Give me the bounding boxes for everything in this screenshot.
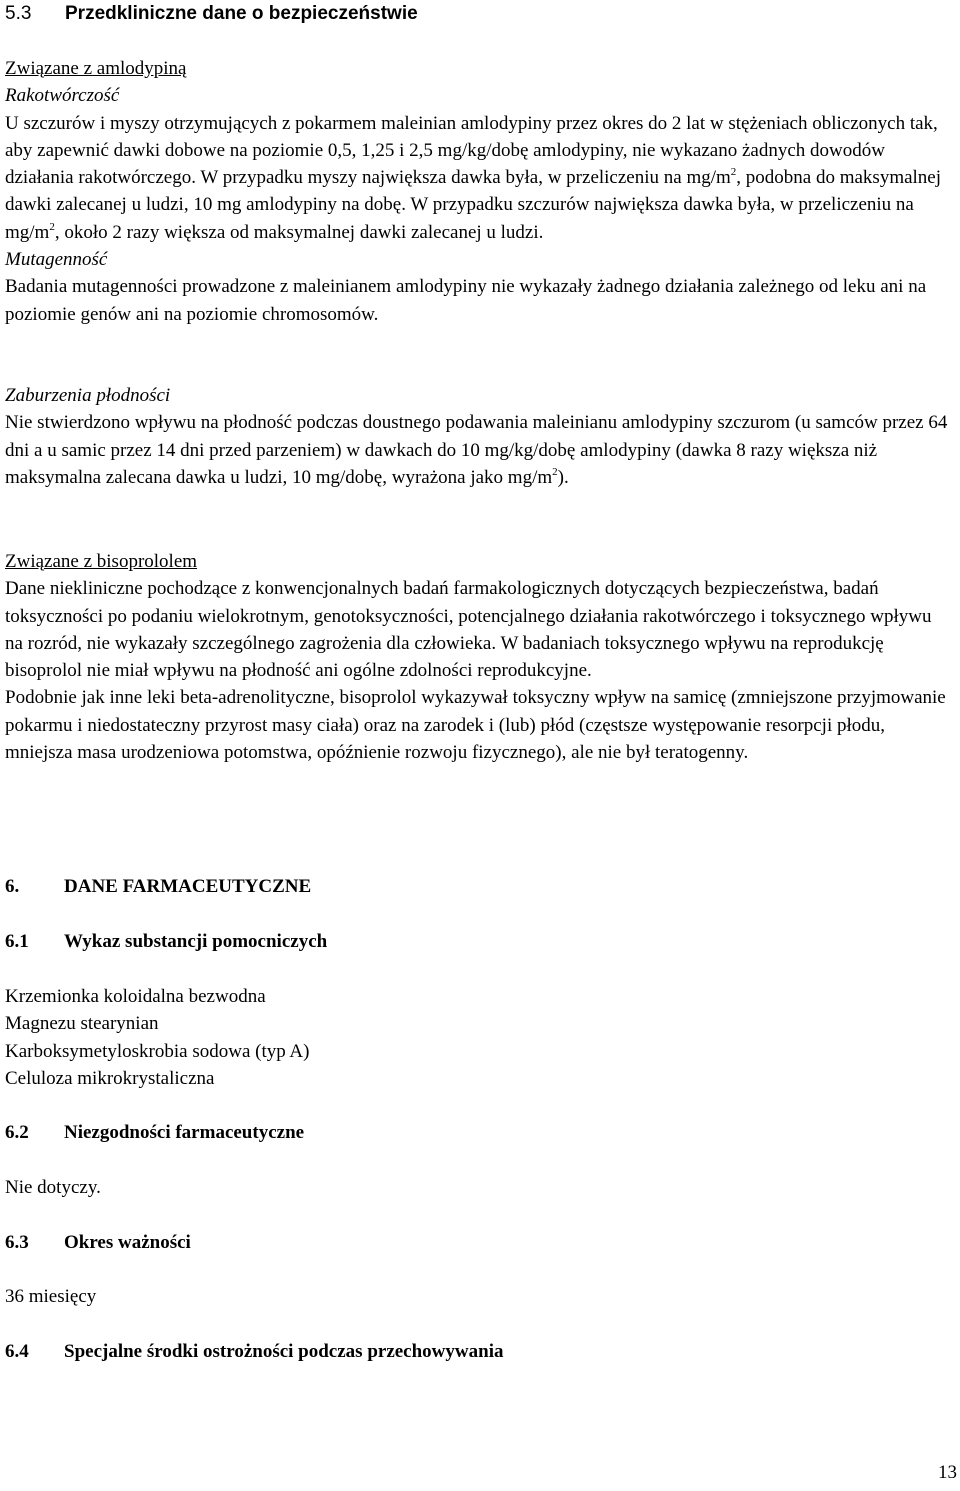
section-title: Przedkliniczne dane o bezpieczeństwie: [65, 3, 418, 24]
carcinogenicity-label: Rakotwórczość: [5, 85, 120, 107]
fertility-text: Nie stwierdzono wpływu na płodność podczas doustnego podawania maleinianu amlodypiny szczurom (u samców przez 64 dni a u samic przez 14 dni przed parzeniem) w dawkach do 10 mg/kg/dobę amlodypiny (dawka 8 razy większa niż maksymalna zalecana dawka u ludzi, 10 mg/dobę, wyrażona jako $mg/m^2$).: [5, 412, 948, 488]
list-item: Celuloza mikrokrystaliczna: [5, 1067, 215, 1089]
excipients-list: [5, 983, 950, 1092]
section-6-2-text: Nie dotyczy.: [5, 1177, 101, 1198]
bisoprolol-block: [5, 548, 950, 766]
section-number: 5.3: [5, 3, 32, 24]
bisoprolol-text-1: Dane niekliniczne pochodzące z konwencjonalnych badań farmakologicznych dotyczących bezpieczeństwa, badań toksyczności po podaniu wielokrotnym, genotoksyczności, potencjalnego działania rakotwórczego i toksycznego wpływu na rozród, nie wykazały szczególnego zagrożenia dla człowieka. W badaniach toksycznego wpływu na reprodukcję bisoprolol nie miał wpływu na płodność ani ogólne zdolności reprodukcyjne.: [5, 578, 932, 682]
amlodipine-heading: Związane z amlodypiną: [5, 58, 187, 79]
list-item: Karboksymetyloskrobia sodowa (typ A): [5, 1040, 310, 1062]
mutagenicity-label: Mutagenność: [5, 249, 108, 271]
section-6-3-heading: 6.3 Okres ważności: [5, 1232, 191, 1253]
section-6-heading: 6. DANE FARMACEUTYCZNE: [5, 876, 312, 897]
mutagenicity-text: Badania mutagenności prowadzone z maleinianem amlodypiny nie wykazały żadnego działania zależnego od leku ani na poziomie genów ani na poziomie chromosomów.: [5, 276, 927, 325]
bisoprolol-heading: Związane z bisoprololem: [5, 551, 198, 572]
fertility-block: [5, 382, 950, 491]
list-item: Krzemionka koloidalna bezwodna: [5, 986, 266, 1007]
fertility-label: Zaburzenia płodności: [5, 385, 171, 406]
section-6-3-text: 36 miesięcy: [5, 1286, 97, 1307]
page-number: 13: [938, 1462, 957, 1483]
section-6-2-heading: 6.2 Niezgodności farmaceutyczne: [5, 1122, 305, 1143]
section-6-1-heading: 6.1 Wykaz substancji pomocniczych: [5, 931, 328, 952]
amlodipine-block: [5, 55, 950, 328]
bisoprolol-text-2: Podobnie jak inne leki beta-adrenolityczne, bisoprolol wykazywał toksyczny wpływ na samicę (zmniejszone przyjmowanie pokarmu i niedostateczny przyrost masy ciała) oraz na zarodek i (lub) płód (częstsze występowanie resorpcji płodu, mniejsza masa urodzeniowa potomstwa, opóźnienie rozwoju fizycznego), ale nie był teratogenny.: [5, 687, 946, 764]
section-6-4-heading: 6.4 Specjalne środki ostrożności podczas przechowywania: [5, 1341, 504, 1362]
section-5-3-heading: [5, 2, 418, 26]
carcinogenicity-text: U szczurów i myszy otrzymujących z pokarmem maleinian amlodypiny przez okres do 2 lat w stężeniach obliczonych tak, aby zapewnić dawki dobowe na poziomie 0,5, 1,25 i 2,5 mg/kg/dobę amlodypiny, nie wykazano żadnych dowodów działania rakotwórczego. W przypadku myszy największa dawka była, w przeliczeniu na $mg/m^2$, podobna do maksymalnej dawki zalecanej u ludzi, 10 mg amlodypiny na dobę. W przypadku szczurów największa dawka była, w przeliczeniu na $mg/m^2$, około 2 razy większa od maksymalnej dawki zalecanej u ludzi.: [5, 112, 942, 243]
list-item: Magnezu stearynian: [5, 1013, 159, 1035]
